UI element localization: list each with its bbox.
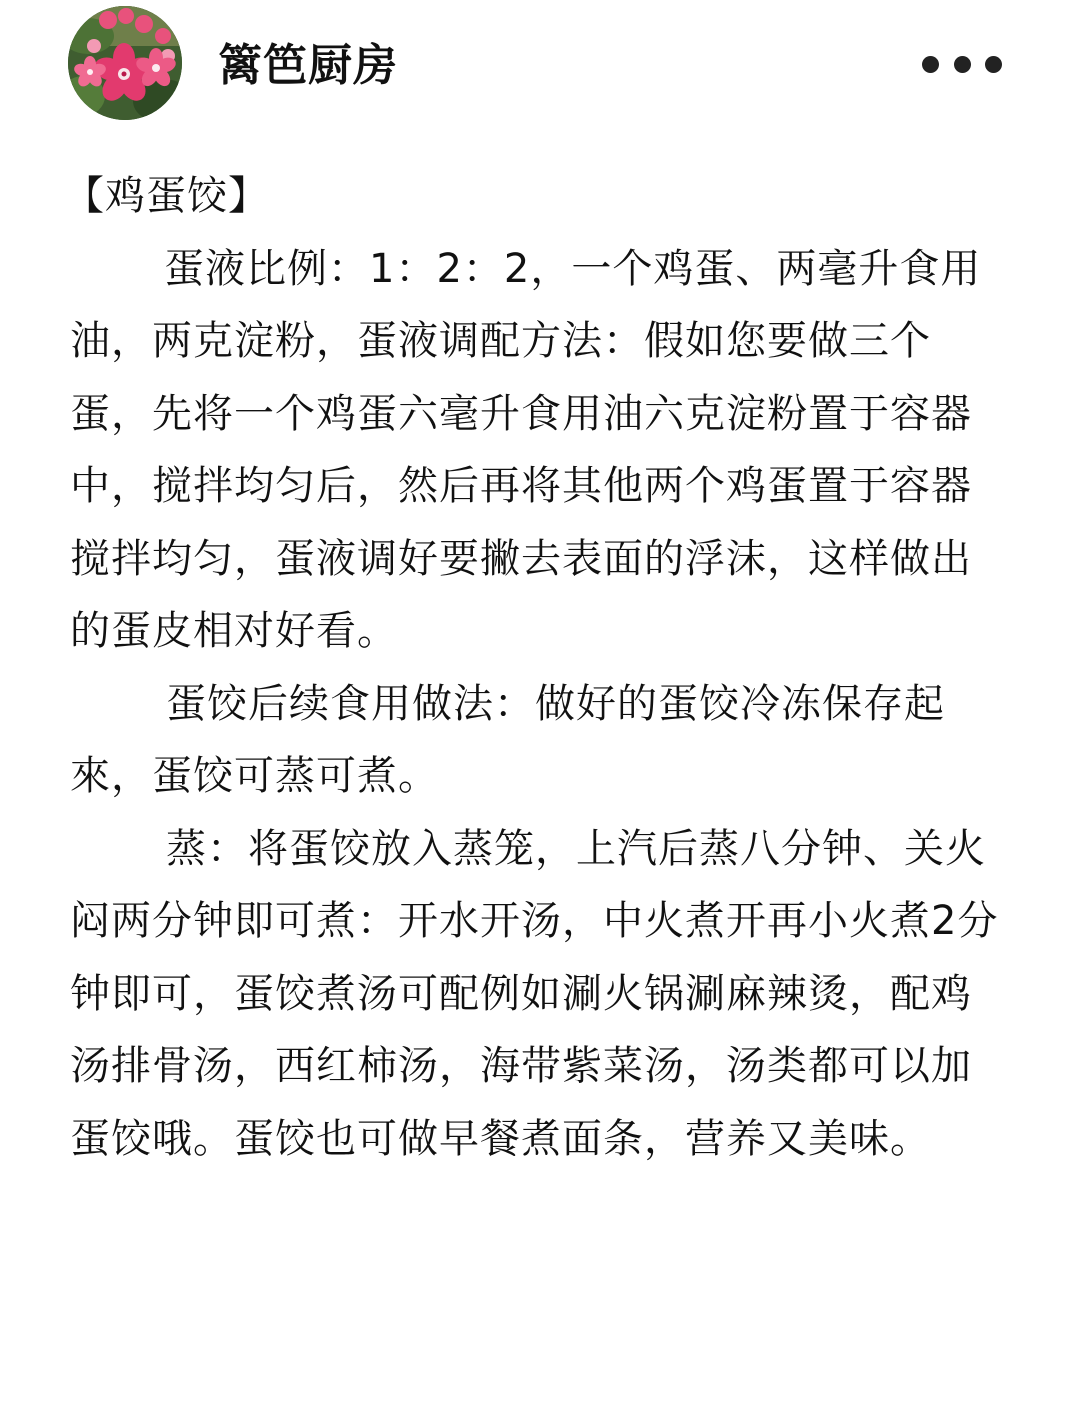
post-paragraph-cooking: 蒸：将蛋饺放入蒸笼，上汽后蒸八分钟、关火闷两分钟即可煮：开水开汤，中火煮开再小火煮2分钟即可，蛋饺煮汤可配例如涮火锅涮麻辣烫，配鸡汤排骨汤，西红柿汤，海带紫菜汤，汤类都可以加蛋饺哦。蛋饺也可做早餐煮面条，营养又美味。 bbox=[70, 825, 999, 1162]
account-name[interactable]: 篱笆厨房 bbox=[218, 40, 398, 91]
post-paragraph-egg-mixture: 蛋液比例：1：2：2，一个鸡蛋、两毫升食用油，两克淀粉，蛋液调配方法：假如您要做三个蛋，先将一个鸡蛋六毫升食用油六克淀粉置于容器中，搅拌均匀后，然后再将其他两个鸡蛋置于容器搅拌均匀，蛋液调好要撇去表面的浮沫，这样做出的蛋皮相对好看。 bbox=[70, 245, 982, 654]
more-dots-icon bbox=[954, 56, 971, 73]
more-options-button[interactable] bbox=[916, 42, 1008, 86]
post-paragraph-storage: 蛋饺后续食用做法：做好的蛋饺冷冻保存起來，蛋饺可蒸可煮。 bbox=[70, 680, 945, 799]
flower-avatar-icon bbox=[68, 6, 182, 120]
post-title: 【鸡蛋饺】 bbox=[64, 173, 269, 219]
avatar[interactable] bbox=[68, 6, 182, 120]
post-header bbox=[0, 0, 1080, 128]
more-dots-icon bbox=[985, 56, 1002, 73]
more-dots-icon bbox=[922, 56, 939, 73]
post-body bbox=[64, 160, 1010, 1175]
